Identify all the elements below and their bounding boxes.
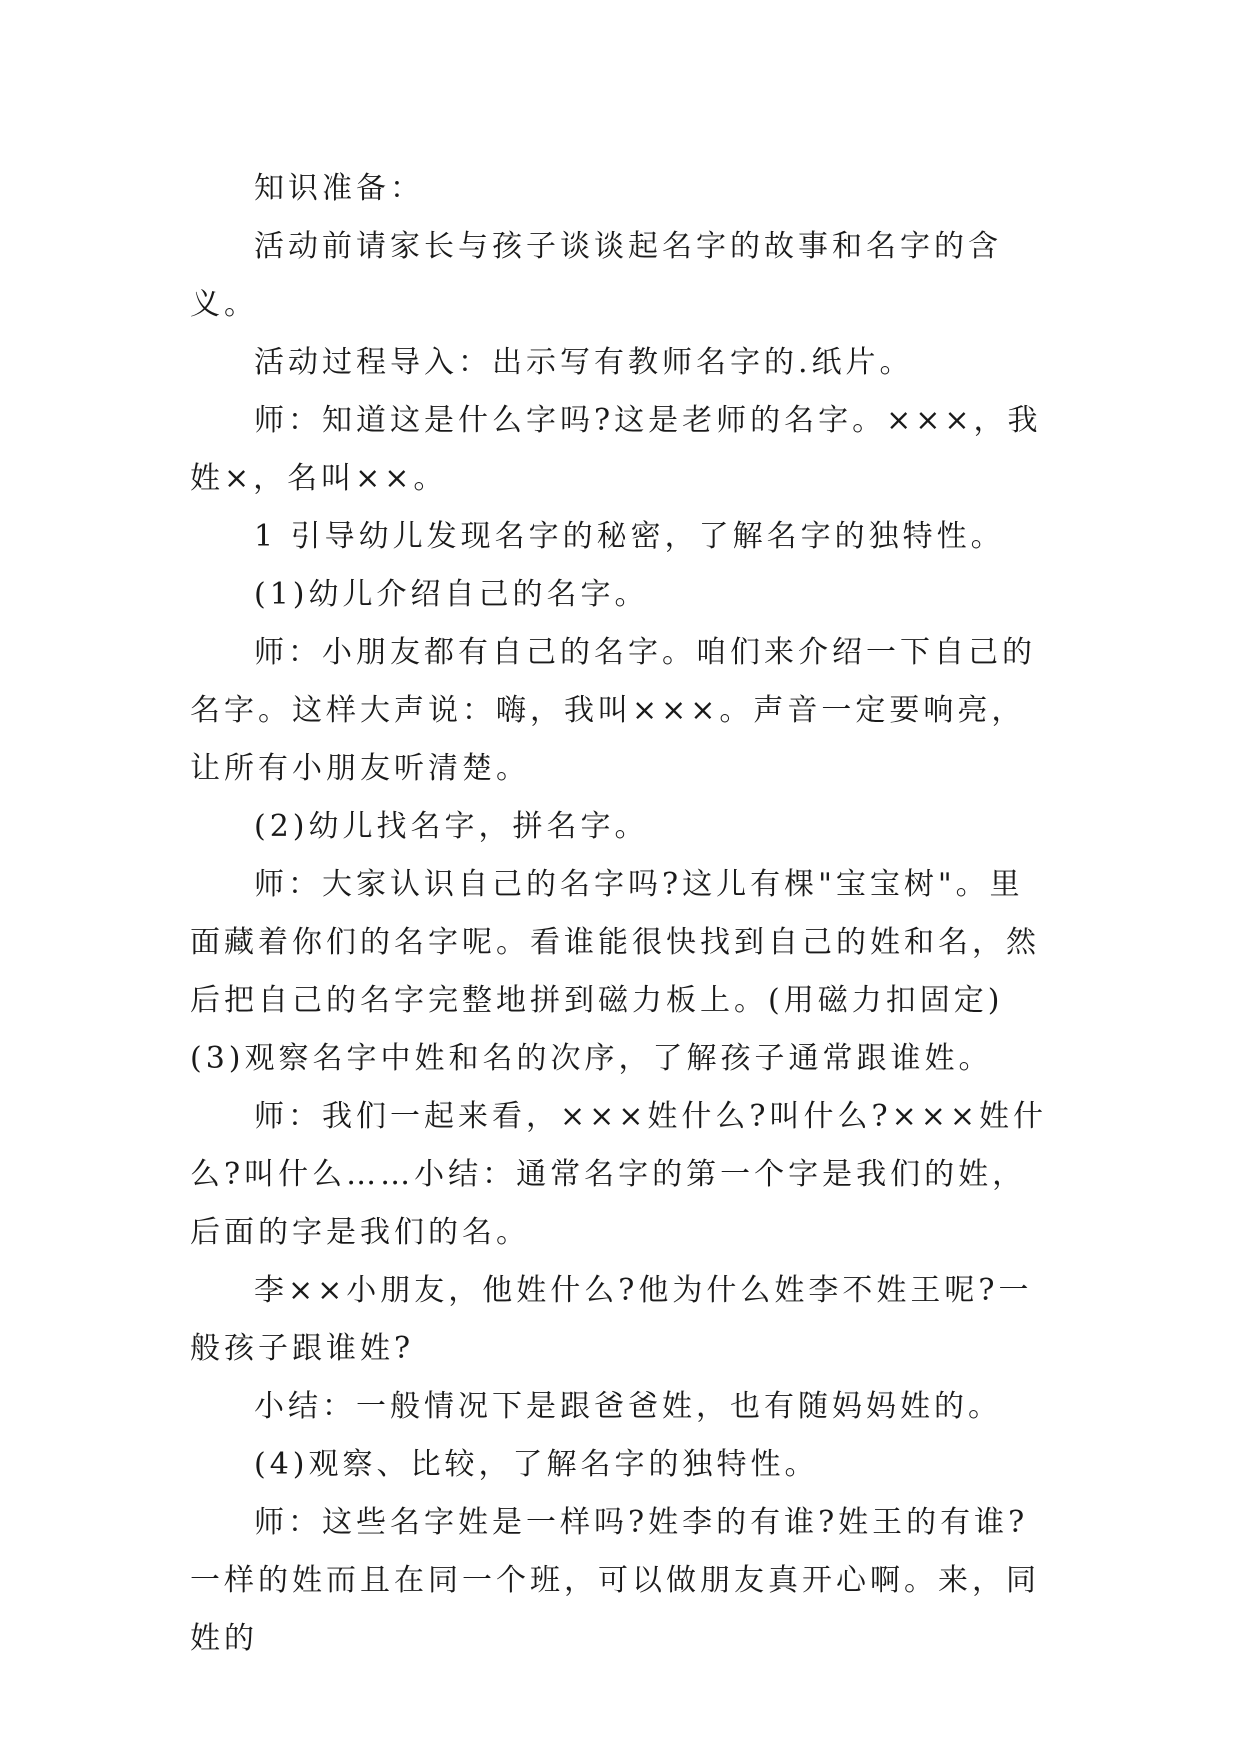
paragraph-parent-talk: 活动前请家长与孩子谈谈起名字的故事和名字的含义。 [190,229,1002,322]
paragraph-knowledge-prep-heading: 知识准备： [254,171,424,206]
paragraph-step-1: 1 引导幼儿发现名字的秘密，了解名字的独特性。 [254,519,1005,554]
document-page [190,160,1052,1668]
paragraph-surname-order: 师：我们一起来看，×××姓什么?叫什么?×××姓什么?叫什么……小结：通常名字的第一个字是我们的姓，后面的字是我们的名。 [190,1099,1047,1250]
paragraph-step-1-4: (4)观察、比较，了解名字的独特性。 [254,1447,819,1482]
paragraph-self-introduction: 师：小朋友都有自己的名字。咱们来介绍一下自己的名字。这样大声说：嗨，我叫×××。声音一定要响亮，让所有小朋友听清楚。 [190,635,1036,786]
paragraph-step-1-1: (1)幼儿介绍自己的名字。 [254,577,649,612]
paragraph-li-example: 李××小朋友，他姓什么?他为什么姓李不姓王呢?一般孩子跟谁姓? [190,1273,1033,1366]
paragraph-activity-intro: 活动过程导入：出示写有教师名字的.纸片。 [254,345,914,380]
paragraph-same-surname: 师：这些名字姓是一样吗?姓李的有谁?姓王的有谁?一样的姓而且在同一个班，可以做朋友真开心啊。来，同姓的 [190,1505,1040,1656]
paragraph-step-1-2: (2)幼儿找名字，拼名字。 [254,809,649,844]
paragraph-baby-tree: 师：大家认识自己的名字吗?这儿有棵"宝宝树"。里面藏着你们的名字呢。看谁能很快找到自己的姓和名，然后把自己的名字完整地拼到磁力板上。(用磁力扣固定)(3)观察名字中姓和名的次序，了解孩子通常跟谁姓。 [190,867,1040,1076]
paragraph-summary: 小结：一般情况下是跟爸爸姓，也有随妈妈姓的。 [254,1389,1002,1424]
paragraph-teacher-name-intro: 师：知道这是什么字吗?这是老师的名字。×××，我姓×，名叫××。 [190,403,1042,496]
